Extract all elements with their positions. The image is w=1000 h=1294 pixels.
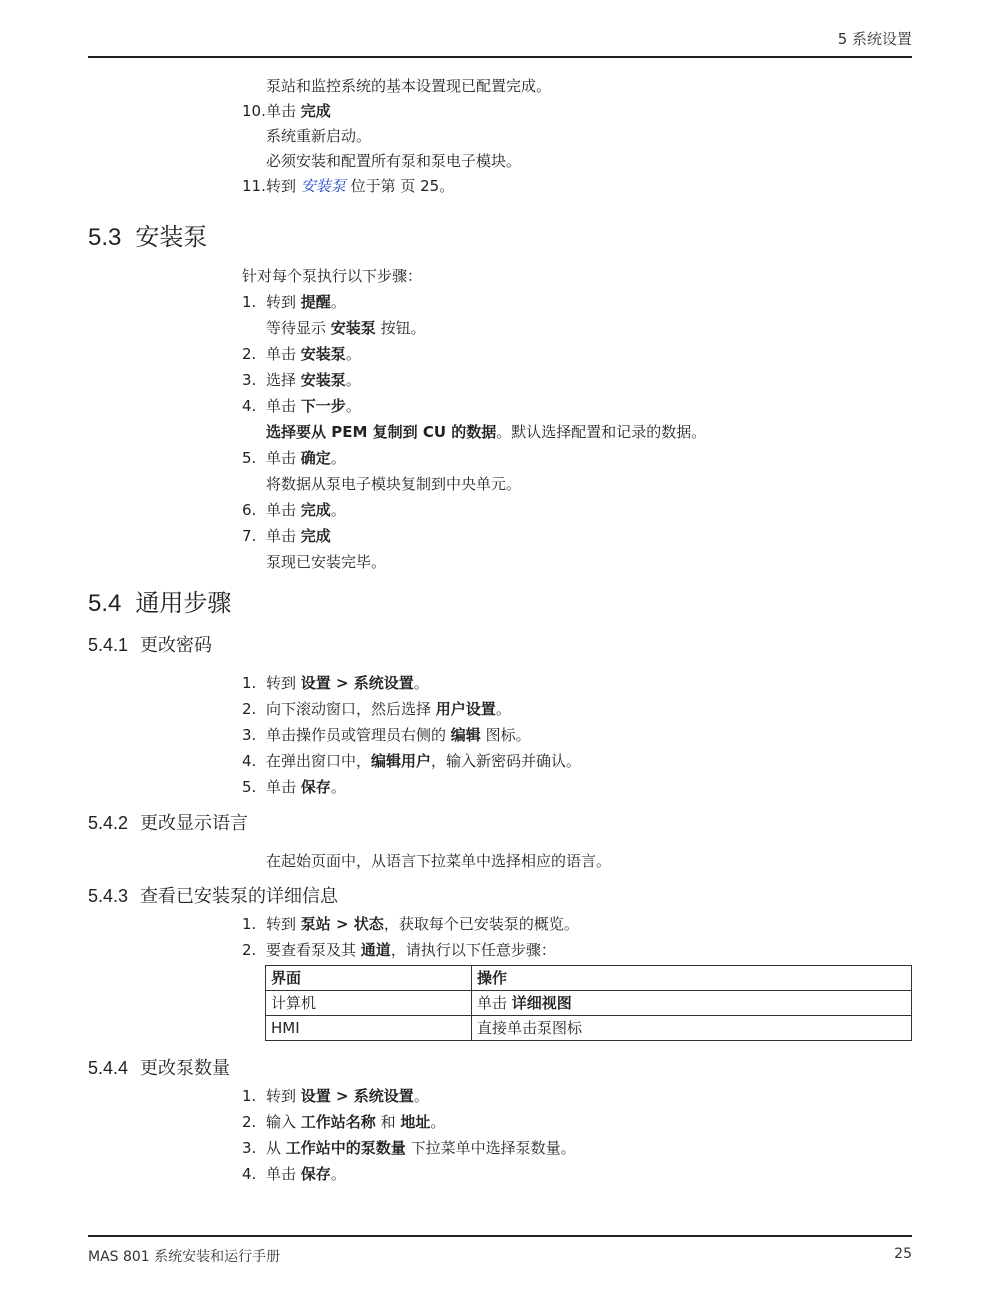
section-5-4-heading: 5.4 通用步骤 — [88, 589, 232, 617]
running-header: 5 系统设置 — [837, 30, 912, 48]
step-number: 3. — [242, 726, 257, 744]
step-note: 泵现已安装完毕。 — [266, 553, 387, 571]
section-5-4-2-text: 在起始页面中，从语言下拉菜单中选择相应的语言。 — [266, 852, 612, 870]
step-number: 4. — [242, 397, 257, 415]
table-row — [266, 991, 912, 1016]
step-number: 3. — [242, 371, 257, 389]
table-cell: 计算机 — [266, 991, 472, 1016]
step-note: 选择要从 PEM 复制到 CU 的数据。默认选择配置和记录的数据。 — [266, 423, 707, 441]
table-row — [266, 1016, 912, 1041]
table-header-row — [266, 966, 912, 991]
list-item: 要查看泵及其 通道，请执行以下任意步骤： — [266, 941, 556, 959]
intro-step10: 单击 完成 — [266, 102, 331, 120]
section-5-4-4-heading: 5.4.4 更改泵数量 — [88, 1058, 231, 1079]
step-number: 6. — [242, 501, 257, 519]
table-cell: 直接单击泵图标 — [472, 1016, 912, 1041]
list-item: 转到 泵站 > 状态，获取每个已安装泵的概览。 — [266, 915, 579, 933]
step-number: 1. — [242, 674, 257, 692]
step-number: 2. — [242, 345, 257, 363]
step-number: 1. — [242, 293, 257, 311]
step-number: 1. — [242, 915, 257, 933]
footer-title: MAS 801 系统安装和运行手册 — [88, 1249, 281, 1265]
list-item: 单击 完成。 — [266, 501, 346, 519]
section-5-3-lead: 针对每个泵执行以下步骤： — [242, 267, 423, 285]
step-note: 等待显示 安装泵 按钮。 — [266, 319, 426, 337]
intro-line1: 泵站和监控系统的基本设置现已配置完成。 — [266, 77, 552, 95]
list-item: 转到 设置 > 系统设置。 — [266, 1087, 429, 1105]
install-pump-link[interactable]: 安装泵 — [300, 177, 346, 195]
intro-step11: 转到 安装泵 位于第 页 25。 — [266, 177, 455, 195]
list-item: 转到 设置 > 系统设置。 — [266, 674, 429, 692]
step-number: 3. — [242, 1139, 257, 1157]
list-item: 单击 完成 — [266, 527, 331, 545]
step-number: 10. — [242, 102, 266, 120]
list-item: 向下滚动窗口，然后选择 用户设置。 — [266, 700, 511, 718]
list-item: 单击 下一步。 — [266, 397, 361, 415]
list-item: 单击 确定。 — [266, 449, 346, 467]
list-item: 选择 安装泵。 — [266, 371, 361, 389]
intro-line3: 必须安装和配置所有泵和泵电子模块。 — [266, 152, 522, 170]
list-item: 在弹出窗口中，编辑用户，输入新密码并确认。 — [266, 752, 582, 770]
step-note: 将数据从泵电子模块复制到中央单元。 — [266, 475, 522, 493]
step-number: 11. — [242, 177, 266, 195]
step-number: 2. — [242, 1113, 257, 1131]
section-5-3-heading: 5.3 安装泵 — [88, 223, 208, 251]
interface-action-table — [265, 965, 912, 1041]
list-item: 从 工作站中的泵数量 下拉菜单中选择泵数量。 — [266, 1139, 576, 1157]
section-5-4-2-heading: 5.4.2 更改显示语言 — [88, 813, 249, 834]
section-5-4-1-heading: 5.4.1 更改密码 — [88, 635, 213, 656]
table-cell: HMI — [266, 1016, 472, 1041]
list-item: 单击操作员或管理员右侧的 编辑 图标。 — [266, 726, 531, 744]
step-number: 4. — [242, 1165, 257, 1183]
list-item: 输入 工作站名称 和 地址。 — [266, 1113, 446, 1131]
list-item: 单击 保存。 — [266, 778, 346, 796]
step-number: 5. — [242, 778, 257, 796]
list-item: 单击 安装泵。 — [266, 345, 361, 363]
header-rule — [88, 56, 912, 58]
list-item: 转到 提醒。 — [266, 293, 346, 311]
step-number: 2. — [242, 700, 257, 718]
list-item: 单击 保存。 — [266, 1165, 346, 1183]
page-number: 25 — [894, 1246, 912, 1262]
table-header-cell: 操作 — [472, 966, 912, 991]
footer-rule — [88, 1235, 912, 1237]
section-5-4-3-heading: 5.4.3 查看已安装泵的详细信息 — [88, 886, 339, 907]
step-number: 2. — [242, 941, 257, 959]
step-number: 4. — [242, 752, 257, 770]
step-number: 7. — [242, 527, 257, 545]
step-number: 1. — [242, 1087, 257, 1105]
table-header-cell: 界面 — [266, 966, 472, 991]
table-cell: 单击 详细视图 — [472, 991, 912, 1016]
intro-line2: 系统重新启动。 — [266, 127, 372, 145]
step-number: 5. — [242, 449, 257, 467]
